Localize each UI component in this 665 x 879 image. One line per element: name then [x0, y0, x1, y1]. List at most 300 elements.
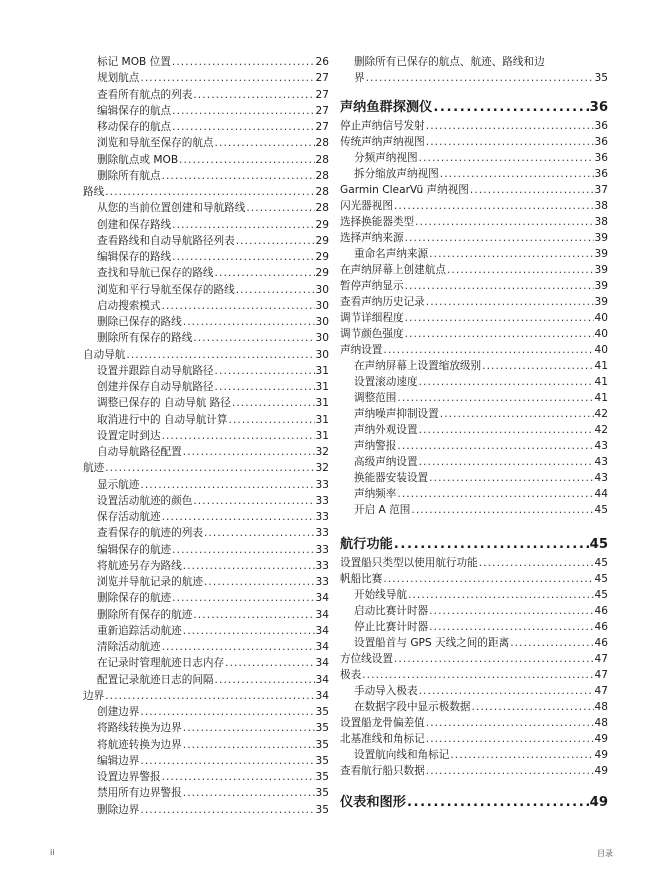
toc-entry-title: 调整范围 [354, 392, 397, 404]
toc-dot-leader [397, 439, 593, 453]
toc-entry-title: 声纳外观设置 [354, 424, 418, 436]
toc-entry-title: 创建和保存路线 [97, 218, 172, 231]
toc-entry-page: 42 [594, 408, 608, 420]
toc-dot-leader [162, 640, 315, 654]
toc-entry-title: 从您的当前位置创建和导航路线 [97, 202, 246, 215]
toc-entry-title: 手动导入极表 [354, 685, 418, 697]
toc-entry-page: 43 [594, 472, 608, 484]
toc-entry-page: 41 [594, 376, 608, 388]
toc-entry-title: 编辑边界 [97, 754, 140, 767]
toc-entry-page: 36 [589, 100, 608, 115]
toc-dot-leader [193, 608, 314, 622]
toc-dot-leader [383, 343, 593, 357]
toc-entry-page: 33 [315, 543, 329, 556]
toc-entry-page: 32 [315, 462, 329, 475]
toc-dot-leader [440, 167, 594, 181]
toc-entry-page: 43 [594, 456, 608, 468]
toc-entry-page: 40 [594, 312, 608, 324]
toc-entry-title: 重命名声纳来源 [354, 248, 429, 260]
toc-entry-page: 35 [315, 754, 329, 767]
toc-dot-leader [172, 591, 314, 605]
toc-entry-page: 35 [315, 722, 329, 735]
toc-entry-page: 46 [594, 605, 608, 617]
toc-entry[interactable] [340, 455, 608, 469]
toc-dot-leader [429, 471, 593, 485]
toc-entry-title: 调整已保存的 自动导航 路径 [97, 397, 231, 410]
toc-dot-leader [140, 803, 314, 817]
toc-entry[interactable] [340, 684, 608, 698]
toc-dot-leader [394, 536, 589, 554]
toc-entry-page: 47 [594, 669, 608, 681]
toc-dot-leader [225, 656, 314, 670]
toc-dot-leader [426, 119, 594, 133]
toc-entry-title: 方位线设置 [340, 653, 393, 665]
toc-entry-page: 34 [315, 624, 329, 637]
toc-dot-leader [450, 748, 593, 762]
toc-entry[interactable] [83, 575, 329, 589]
toc-entry-page: 30 [315, 283, 329, 296]
toc-dot-leader [193, 331, 314, 345]
toc-entry-title: Garmin ClearVü 声纳视图 [340, 184, 469, 196]
toc-entry-page: 37 [594, 184, 608, 196]
toc-entry-page: 33 [315, 511, 329, 523]
toc-entry-page: 35 [315, 771, 329, 783]
toc-entry[interactable] [83, 591, 329, 605]
toc-entry[interactable] [83, 71, 329, 85]
toc-dot-leader [229, 413, 315, 427]
toc-entry-page: 49 [594, 733, 608, 745]
toc-entry[interactable] [83, 218, 329, 232]
toc-entry-title: 标记 MOB 位置 [97, 56, 171, 68]
toc-dot-leader [426, 295, 594, 309]
toc-dot-leader [362, 668, 593, 682]
toc-entry[interactable] [340, 748, 608, 762]
toc-entry-page: 28 [315, 169, 329, 182]
toc-dot-leader [472, 700, 594, 714]
toc-dot-leader [172, 120, 314, 134]
toc-entry[interactable] [340, 764, 608, 778]
toc-entry[interactable] [340, 588, 608, 602]
toc-entry[interactable] [340, 311, 608, 325]
toc-entry-page: 26 [315, 56, 329, 68]
toc-dot-leader [426, 716, 594, 730]
toc-entry-title: 删除航点或 MOB [97, 153, 179, 166]
toc-entry[interactable] [83, 413, 329, 427]
toc-entry[interactable] [83, 185, 329, 199]
toc-dot-leader [246, 201, 314, 215]
toc-entry[interactable] [340, 652, 608, 666]
toc-entry-title: 声纳鱼群探测仪 [340, 100, 433, 115]
toc-entry[interactable] [83, 478, 329, 492]
toc-entry[interactable] [340, 71, 608, 85]
toc-entry-page: 33 [315, 494, 329, 507]
toc-dot-leader [215, 136, 315, 150]
toc-dot-leader [183, 624, 315, 638]
toc-entry[interactable] [83, 461, 329, 475]
toc-entry-title: 选择换能器类型 [340, 216, 415, 228]
toc-entry-page: 27 [315, 104, 329, 117]
toc-entry-page: 49 [589, 795, 608, 810]
toc-entry[interactable] [83, 673, 329, 687]
toc-entry-page: 49 [594, 765, 608, 777]
toc-entry[interactable] [340, 700, 608, 714]
toc-dot-leader [183, 559, 315, 573]
toc-entry-page: 45 [594, 504, 608, 516]
toc-entry-title: 将航迹另存为路线 [97, 559, 182, 572]
toc-entry-page: 27 [315, 121, 329, 133]
toc-dot-leader [162, 299, 315, 313]
toc-entry[interactable] [83, 445, 329, 459]
toc-dot-leader [183, 315, 315, 329]
toc-entry-page: 41 [594, 392, 608, 404]
toc-dot-leader [394, 652, 594, 666]
toc-dot-leader [415, 215, 593, 229]
toc-entry[interactable] [83, 299, 329, 313]
toc-dot-leader [426, 764, 594, 778]
toc-dot-leader [172, 543, 314, 557]
toc-entry-title: 设置船只类型以使用航行功能 [340, 557, 478, 569]
toc-entry-page: 35 [594, 72, 608, 84]
toc-dot-leader [162, 429, 315, 443]
toc-entry[interactable] [340, 391, 608, 405]
toc-entry-title: 查看路线和自动导航路径列表 [97, 234, 235, 247]
toc-entry-title: 查看航行船只数据 [340, 765, 425, 777]
toc-entry[interactable] [340, 279, 608, 293]
toc-entry-title: 删除边界 [97, 803, 140, 816]
toc-entry-page: 45 [594, 573, 608, 585]
toc-dot-leader [470, 183, 594, 197]
toc-entry-title: 将路线转换为边界 [97, 722, 182, 735]
toc-entry-title: 声纳噪声抑制设置 [354, 408, 439, 420]
toc-entry-title: 在声纳屏幕上设置缩放级别 [354, 360, 482, 372]
toc-entry-page: 47 [594, 653, 608, 665]
toc-entry-title: 声纳警报 [354, 440, 397, 452]
toc-entry-title: 配置记录航迹日志的间隔 [97, 673, 214, 686]
toc-entry[interactable] [83, 640, 329, 654]
toc-entry[interactable] [340, 199, 608, 213]
toc-entry[interactable] [83, 266, 329, 280]
toc-entry-title: 调节颜色强度 [340, 328, 404, 340]
toc-entry-page: 36 [594, 152, 608, 164]
toc-entry-title: 极表 [340, 669, 362, 681]
toc-entry[interactable] [83, 429, 329, 443]
toc-entry-title: 闪光器视图 [340, 200, 393, 212]
toc-entry[interactable] [83, 738, 329, 752]
toc-entry[interactable] [83, 380, 329, 394]
toc-dot-leader [204, 526, 315, 540]
toc-entry-page: 33 [315, 478, 329, 491]
toc-dot-leader [215, 266, 315, 280]
toc-entry-page: 38 [594, 216, 608, 228]
toc-entry[interactable] [83, 136, 329, 150]
toc-dot-leader [162, 770, 315, 784]
toc-dot-leader [126, 348, 314, 362]
toc-entry[interactable] [83, 770, 329, 784]
toc-entry-page: 29 [315, 267, 329, 280]
toc-entry-title: 仪表和图形 [340, 795, 406, 810]
toc-entry[interactable] [83, 786, 329, 800]
toc-entry-title: 浏览和平行导航至保存的路线 [97, 283, 235, 296]
toc-entry-title: 设置活动航迹的颜色 [97, 494, 193, 507]
toc-entry-page: 29 [315, 218, 329, 231]
toc-entry[interactable] [340, 732, 608, 746]
toc-entry-page: 28 [315, 153, 329, 166]
toc-entry-page: 39 [594, 296, 608, 308]
toc-entry[interactable] [340, 215, 608, 229]
toc-entry-title: 规划航点 [97, 72, 140, 85]
toc-entry-title: 删除已保存的路线 [97, 316, 182, 328]
toc-entry-page: 36 [594, 136, 608, 148]
toc-entry-page: 33 [315, 576, 329, 588]
toc-entry[interactable] [340, 556, 608, 570]
toc-entry[interactable] [340, 55, 608, 69]
toc-entry-title: 在数据字段中显示极数据 [354, 701, 471, 713]
toc-dot-leader [510, 636, 593, 650]
toc-dot-leader [162, 169, 315, 183]
toc-dot-leader [232, 396, 315, 410]
toc-dot-leader [433, 99, 588, 117]
toc-dot-leader [405, 279, 594, 293]
toc-dot-leader [105, 689, 314, 703]
toc-entry-title: 设置定时到达 [97, 429, 161, 442]
toc-entry-title: 删除所有已保存的航点、航迹、路线和边 [354, 56, 545, 68]
toc-entry-title: 传统声纳声纳视图 [340, 136, 425, 148]
toc-chapter-entry[interactable] [340, 99, 608, 117]
toc-entry[interactable] [83, 234, 329, 248]
toc-entry-title: 开始线导航 [354, 589, 407, 601]
toc-entry[interactable] [83, 543, 329, 557]
toc-entry[interactable] [83, 510, 329, 524]
toc-entry[interactable] [340, 503, 608, 517]
toc-dot-leader [407, 794, 589, 812]
toc-entry[interactable] [83, 169, 329, 183]
toc-entry[interactable] [340, 167, 608, 181]
toc-entry-title: 设置滚动速度 [354, 376, 418, 388]
toc-entry-title: 取消进行中的 自动导航计算 [97, 413, 228, 426]
toc-entry[interactable] [340, 668, 608, 682]
toc-dot-leader [408, 588, 594, 602]
toc-dot-leader [172, 104, 314, 118]
toc-entry[interactable] [340, 263, 608, 277]
toc-dot-leader [140, 754, 314, 768]
toc-entry[interactable] [83, 153, 329, 167]
toc-entry-title: 查看声纳历史记录 [340, 296, 425, 308]
toc-entry-page: 30 [315, 332, 329, 345]
toc-entry-page: 29 [315, 234, 329, 247]
footer-section-label: 目录 [597, 849, 613, 858]
toc-entry[interactable] [340, 439, 608, 453]
toc-entry-title: 航行功能 [340, 537, 393, 552]
toc-entry-title: 设置航向线和角标记 [354, 749, 450, 761]
toc-dot-leader [162, 510, 315, 524]
footer-page-number: ii [50, 848, 55, 857]
toc-dot-leader [105, 185, 314, 199]
toc-entry-page: 42 [594, 424, 608, 436]
toc-entry[interactable] [83, 608, 329, 622]
toc-entry[interactable] [340, 231, 608, 245]
toc-entry-title: 启动比赛计时器 [354, 605, 429, 617]
toc-dot-leader [140, 705, 314, 719]
toc-dot-leader [394, 199, 594, 213]
toc-entry-title: 设置边界警报 [97, 771, 161, 783]
toc-entry-page: 31 [315, 429, 329, 442]
toc-entry-title: 暂停声纳显示 [340, 280, 404, 292]
toc-entry[interactable] [340, 636, 608, 650]
toc-entry[interactable] [83, 250, 329, 264]
toc-entry-title: 设置船首与 GPS 天线之间的距离 [354, 637, 510, 649]
toc-dot-leader [405, 311, 594, 325]
toc-entry[interactable] [340, 183, 608, 197]
toc-entry-page: 34 [315, 641, 329, 653]
toc-entry-page: 34 [315, 657, 329, 670]
toc-entry-page: 40 [594, 328, 608, 340]
toc-entry-title: 查找和导航已保存的路线 [97, 267, 214, 280]
toc-entry[interactable] [83, 283, 329, 297]
toc-dot-leader [429, 247, 593, 261]
toc-entry[interactable] [340, 572, 608, 586]
toc-entry[interactable] [340, 151, 608, 165]
toc-entry-page: 45 [589, 537, 608, 552]
toc-entry-title: 创建边界 [97, 706, 140, 718]
toc-entry-page: 35 [315, 738, 329, 751]
toc-entry[interactable] [83, 559, 329, 573]
toc-entry[interactable] [340, 375, 608, 389]
toc-entry-page: 39 [594, 264, 608, 276]
toc-entry-title: 编辑保存的航迹 [97, 543, 172, 556]
toc-entry-title: 在记录时管理航迹日志内存 [97, 657, 225, 670]
toc-dot-leader [105, 461, 314, 475]
toc-entry-title: 删除所有航点 [97, 169, 161, 182]
toc-entry[interactable] [83, 396, 329, 410]
toc-entry-title: 开启 A 范围 [354, 504, 411, 516]
toc-entry[interactable] [83, 201, 329, 215]
toc-dot-leader [236, 234, 315, 248]
toc-entry-title: 高级声纳设置 [354, 456, 418, 468]
toc-dot-leader [215, 364, 315, 378]
toc-dot-leader [479, 556, 594, 570]
toc-entry-page: 27 [315, 72, 329, 85]
toc-entry-title: 清除活动航迹 [97, 641, 161, 653]
toc-dot-leader [429, 620, 593, 634]
toc-entry-title: 禁用所有边界警报 [97, 787, 182, 800]
toc-dot-leader [429, 604, 593, 618]
toc-entry[interactable] [340, 343, 608, 357]
toc-dot-leader [440, 407, 594, 421]
toc-dot-leader [172, 55, 315, 69]
toc-entry-title: 浏览和导航至保存的航点 [97, 137, 214, 150]
toc-dot-leader [447, 263, 594, 277]
toc-entry-page: 35 [315, 706, 329, 718]
toc-dot-leader [405, 327, 594, 341]
toc-entry-title: 分频声纳视图 [354, 152, 418, 164]
toc-entry[interactable] [340, 407, 608, 421]
toc-entry[interactable] [340, 295, 608, 309]
toc-dot-leader [419, 151, 594, 165]
toc-entry[interactable] [340, 327, 608, 341]
toc-entry-page: 33 [315, 527, 329, 540]
toc-entry-page: 39 [594, 280, 608, 292]
toc-entry-title: 边界 [83, 689, 105, 702]
toc-dot-leader [193, 88, 314, 102]
toc-entry-page: 48 [594, 717, 608, 729]
toc-dot-leader [419, 375, 594, 389]
toc-entry-page: 27 [315, 88, 329, 101]
toc-entry-page: 30 [315, 316, 329, 328]
toc-dot-leader [193, 494, 314, 508]
toc-dot-leader [215, 380, 315, 394]
toc-dot-leader [204, 575, 315, 589]
toc-entry[interactable] [340, 359, 608, 373]
toc-entry[interactable] [340, 604, 608, 618]
toc-dot-leader [426, 732, 594, 746]
toc-entry-title: 查看所有航点的列表 [97, 88, 193, 101]
toc-entry[interactable] [83, 120, 329, 134]
toc-entry-title: 换能器安装设置 [354, 472, 429, 484]
toc-entry-page: 28 [315, 186, 329, 198]
toc-entry-title: 重新追踪活动航迹 [97, 624, 182, 637]
toc-entry-title: 显示航迹 [97, 478, 140, 491]
toc-entry[interactable] [340, 423, 608, 437]
toc-entry-title: 航迹 [83, 462, 105, 475]
toc-entry-page: 45 [594, 589, 608, 601]
toc-entry-page: 38 [594, 200, 608, 212]
toc-entry[interactable] [83, 331, 329, 345]
toc-entry[interactable] [340, 119, 608, 133]
toc-entry[interactable] [83, 689, 329, 703]
toc-entry[interactable] [83, 721, 329, 735]
toc-entry[interactable] [83, 624, 329, 638]
toc-entry-title: 将航迹转换为边界 [97, 738, 182, 751]
toc-entry[interactable] [340, 620, 608, 634]
toc-entry[interactable] [83, 526, 329, 540]
toc-dot-leader [405, 231, 594, 245]
toc-entry[interactable] [340, 247, 608, 261]
toc-dot-leader [482, 359, 593, 373]
toc-entry[interactable] [83, 315, 329, 329]
toc-entry-title: 浏览并导航记录的航迹 [97, 576, 203, 588]
toc-entry-title: 在声纳屏幕上创建航点 [340, 264, 446, 276]
toc-entry[interactable] [340, 471, 608, 485]
toc-entry[interactable] [340, 487, 608, 501]
toc-entry[interactable] [340, 135, 608, 149]
toc-entry[interactable] [83, 803, 329, 817]
toc-entry-page: 39 [594, 232, 608, 244]
toc-entry-page: 43 [594, 440, 608, 452]
toc-entry[interactable] [83, 364, 329, 378]
toc-entry[interactable] [83, 754, 329, 768]
toc-entry[interactable] [83, 656, 329, 670]
toc-entry-title: 选择声纳来源 [340, 232, 404, 244]
toc-entry-title: 停止声纳信号发射 [340, 120, 425, 132]
toc-entry-title: 自动导航 [83, 348, 126, 361]
toc-entry[interactable] [340, 716, 608, 730]
toc-entry-page: 28 [315, 202, 329, 215]
toc-entry[interactable] [83, 104, 329, 118]
toc-entry[interactable] [83, 88, 329, 102]
toc-dot-leader [397, 487, 593, 501]
toc-entry-title: 界 [354, 72, 365, 84]
toc-entry-page: 33 [315, 559, 329, 572]
toc-entry[interactable] [83, 494, 329, 508]
toc-entry[interactable] [83, 705, 329, 719]
toc-chapter-entry[interactable] [340, 536, 608, 554]
toc-entry-page: 30 [315, 299, 329, 312]
toc-entry[interactable] [83, 348, 329, 362]
toc-entry[interactable] [83, 55, 329, 69]
toc-entry-title: 声纳频率 [354, 488, 397, 500]
toc-entry-title: 设置并跟踪自动导航路径 [97, 364, 214, 377]
toc-chapter-entry[interactable] [340, 794, 608, 812]
